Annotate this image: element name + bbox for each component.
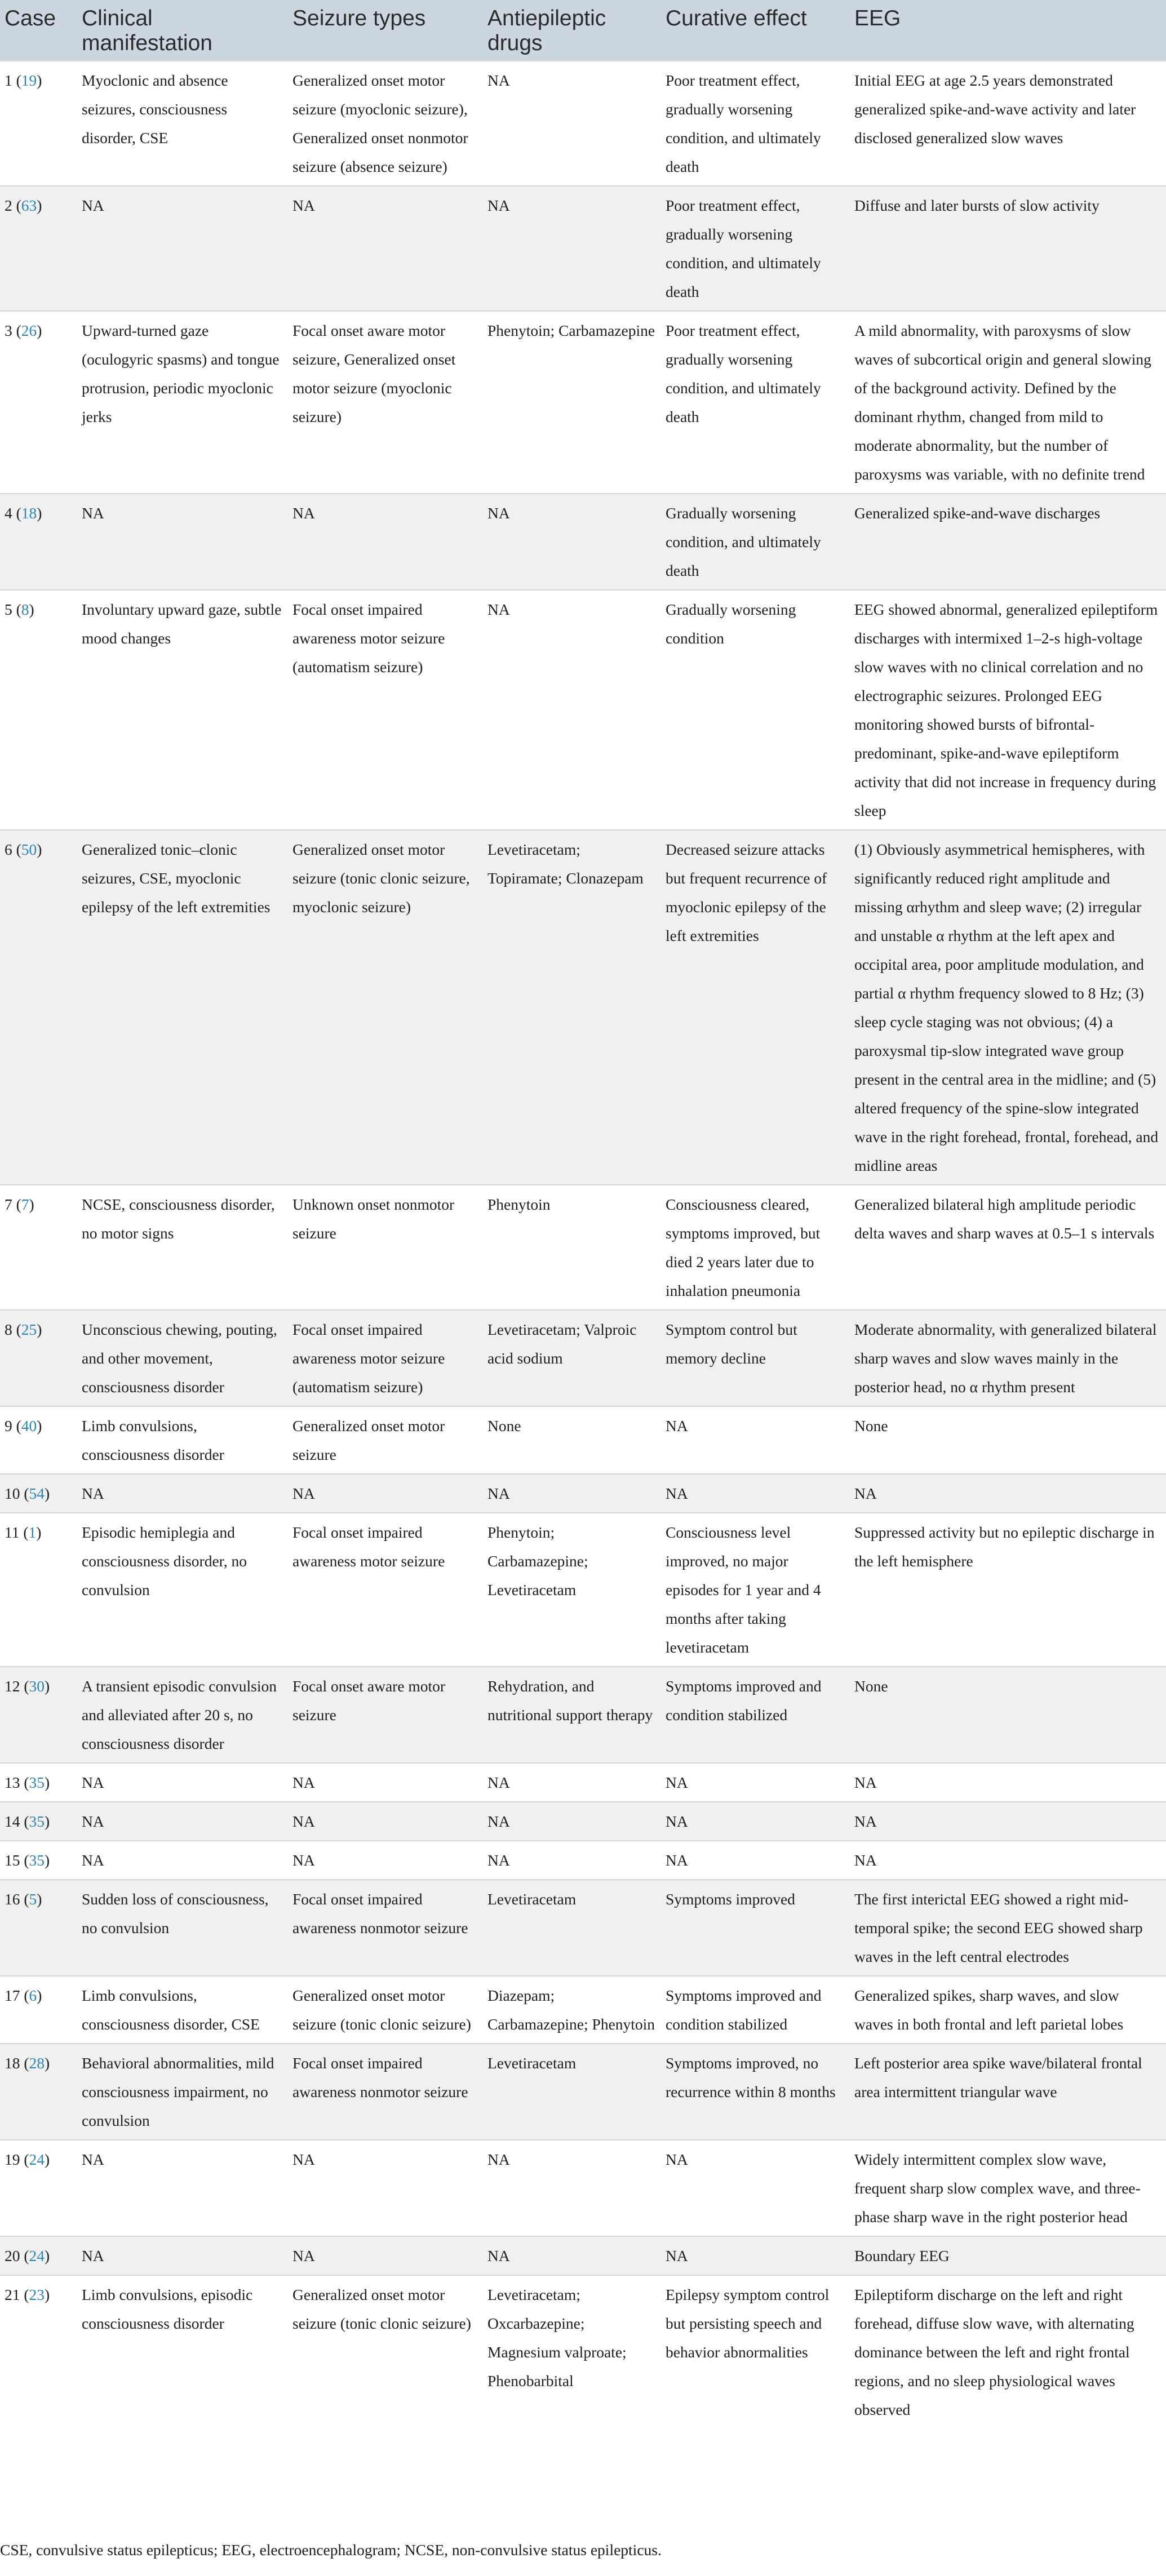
cell-clinical-manifestation: NA (82, 504, 104, 522)
case-number: 18 (5, 2054, 20, 2072)
reference-link[interactable]: 25 (21, 1321, 37, 1338)
cell-case: 11 (1) (5, 1524, 42, 1541)
case-number: 16 (5, 1890, 20, 1908)
cell-antiepileptic-drugs: Phenytoin (487, 1196, 551, 1213)
cell-case: 18 (28) (5, 2054, 50, 2072)
cell-curative-effect: NA (666, 1774, 688, 1791)
cell-seizure-types: NA (292, 1813, 315, 1830)
cell-antiepileptic-drugs: Diazepam; Carbamazepine; Phenytoin (487, 1987, 655, 2033)
cell-curative-effect: NA (666, 2151, 688, 2168)
cell-antiepileptic-drugs: Levetiracetam (487, 1890, 577, 1908)
reference-link[interactable]: 1 (28, 1524, 37, 1541)
table-row (0, 590, 1166, 830)
cell-eeg: Diffuse and later bursts of slow activity (854, 197, 1100, 214)
cell-antiepileptic-drugs: Levetiracetam; Oxcarbazepine; Magnesium valproate; Phenobarbital (487, 2286, 627, 2390)
cell-eeg: NA (854, 1851, 877, 1869)
cell-eeg: Generalized bilateral high amplitude periodic delta waves and sharp waves at 0.5–1 s intervals (854, 1196, 1155, 1242)
cell-case: 5 (8) (5, 601, 34, 618)
cell-curative-effect: Consciousness cleared, symptoms improved, but died 2 years later due to inhalation pneumonia (666, 1196, 821, 1299)
table-row (0, 1310, 1166, 1406)
cell-curative-effect: NA (666, 1813, 688, 1830)
case-number: 5 (5, 601, 12, 618)
cell-antiepileptic-drugs: NA (487, 2151, 510, 2168)
cell-case: 20 (24) (5, 2247, 50, 2264)
case-number: 4 (5, 504, 12, 522)
cell-eeg: Epileptiform discharge on the left and right forehead, diffuse slow wave, with alternating dominance between the left and right frontal regions, and no sleep physiological waves observed (854, 2286, 1134, 2418)
cell-curative-effect: Symptom control but memory decline (666, 1321, 797, 1367)
table-row (0, 1802, 1166, 1841)
cell-case: 10 (54) (5, 1485, 50, 1502)
cell-clinical-manifestation: Myoclonic and absence seizures, consciousness disorder, CSE (82, 72, 228, 146)
case-number: 11 (5, 1524, 20, 1541)
header-clinical-manifestation: Clinical manifestation (82, 6, 212, 55)
cell-curative-effect: Poor treatment effect, gradually worsening condition, and ultimately death (666, 197, 821, 300)
case-number: 12 (5, 1677, 20, 1695)
cell-antiepileptic-drugs: NA (487, 504, 510, 522)
cell-seizure-types: Generalized onset motor seizure (292, 1417, 445, 1463)
cell-eeg: NA (854, 1813, 877, 1830)
reference-link[interactable]: 8 (21, 601, 29, 618)
reference-link[interactable]: 7 (21, 1196, 29, 1213)
table-body (0, 61, 1166, 2428)
cell-case: 9 (40) (5, 1417, 42, 1434)
cell-eeg: NA (854, 1485, 877, 1502)
table-row (0, 1763, 1166, 1802)
cell-clinical-manifestation: NA (82, 2151, 104, 2168)
cell-curative-effect: Epilepsy symptom control but persisting speech and behavior abnormalities (666, 2286, 830, 2361)
cell-antiepileptic-drugs: NA (487, 1485, 510, 1502)
cell-seizure-types: NA (292, 1851, 315, 1869)
reference-link[interactable]: 24 (29, 2247, 45, 2264)
case-number: 20 (5, 2247, 20, 2264)
cell-eeg: Boundary EEG (854, 2247, 950, 2264)
cell-curative-effect: NA (666, 1417, 688, 1434)
cell-case: 13 (35) (5, 1774, 50, 1791)
reference-link[interactable]: 26 (21, 322, 37, 339)
cell-clinical-manifestation: A transient episodic convulsion and alleviated after 20 s, no consciousness disorder (82, 1677, 277, 1752)
table-row (0, 494, 1166, 590)
cell-seizure-types: NA (292, 2151, 315, 2168)
cell-clinical-manifestation: Limb convulsions, episodic consciousness disorder (82, 2286, 253, 2332)
cell-clinical-manifestation: Involuntary upward gaze, subtle mood changes (82, 601, 282, 647)
cell-seizure-types: Unknown onset nonmotor seizure (292, 1196, 455, 1242)
cell-antiepileptic-drugs: Levetiracetam; Topiramate; Clonazepam (487, 841, 644, 887)
reference-link[interactable]: 30 (29, 1677, 45, 1695)
cell-seizure-types: Focal onset impaired awareness nonmotor seizure (292, 2054, 468, 2100)
cell-antiepileptic-drugs: NA (487, 72, 510, 89)
cell-eeg: Initial EEG at age 2.5 years demonstrated generalized spike-and-wave activity and later disclosed generalized slow waves (854, 72, 1136, 146)
cell-clinical-manifestation: Sudden loss of consciousness, no convulsion (82, 1890, 269, 1937)
table-row (0, 2044, 1166, 2140)
cell-eeg: (1) Obviously asymmetrical hemispheres, with significantly reduced right amplitude and missing αrhythm and sleep wave; (2) irregular and unstable α rhythm at the left apex and occipital area, poor amplitude modulation, and partial α rhythm frequency slowed to 8 Hz; (3) sleep cycle staging was not obvious; (4) a paroxysmal tip-slow integrated wave group present in the central area in the midline; and (5) altered frequency of the spine-slow integrated wave in the right forehead, frontal, forehead, and midline areas (854, 841, 1159, 1174)
cell-seizure-types: Focal onset impaired awareness motor seizure (automatism seizure) (292, 601, 445, 676)
cell-antiepileptic-drugs: NA (487, 1774, 510, 1791)
cell-curative-effect: Gradually worsening condition, and ultimately death (666, 504, 821, 579)
cell-eeg: None (854, 1417, 888, 1434)
reference-link[interactable]: 28 (29, 2054, 45, 2072)
cell-antiepileptic-drugs: Levetiracetam; Valproic acid sodium (487, 1321, 637, 1367)
case-number: 15 (5, 1851, 20, 1869)
reference-link[interactable]: 6 (29, 1987, 37, 2004)
reference-link[interactable]: 5 (29, 1890, 37, 1908)
reference-link[interactable]: 35 (29, 1813, 45, 1830)
cell-case: 12 (30) (5, 1677, 50, 1695)
cell-case: 8 (25) (5, 1321, 42, 1338)
cell-case: 19 (24) (5, 2151, 50, 2168)
table-row (0, 61, 1166, 186)
cell-case: 14 (35) (5, 1813, 50, 1830)
cell-curative-effect: Symptoms improved, no recurrence within 8 months (666, 2054, 836, 2100)
cell-seizure-types: Focal onset impaired awareness motor seizure (292, 1524, 445, 1570)
reference-link[interactable]: 50 (21, 841, 37, 858)
header-row (0, 0, 1166, 61)
cell-curative-effect: NA (666, 2247, 688, 2264)
cell-case: 6 (50) (5, 841, 42, 858)
table-row (0, 1185, 1166, 1310)
cell-case: 21 (23) (5, 2286, 50, 2303)
cell-case: 16 (5) (5, 1890, 42, 1908)
cell-curative-effect: Gradually worsening condition (666, 601, 796, 647)
reference-link[interactable]: 23 (29, 2286, 45, 2303)
cell-antiepileptic-drugs: Phenytoin; Carbamazepine; Levetiracetam (487, 1524, 588, 1598)
case-number: 9 (5, 1417, 12, 1434)
cell-seizure-types: Focal onset impaired awareness motor seizure (automatism seizure) (292, 1321, 445, 1396)
cell-seizure-types: Focal onset impaired awareness nonmotor seizure (292, 1890, 468, 1937)
reference-link[interactable]: 24 (29, 2151, 45, 2168)
header-seizure-types: Seizure types (292, 6, 426, 30)
cell-curative-effect: NA (666, 1485, 688, 1502)
cell-antiepileptic-drugs: Phenytoin; Carbamazepine (487, 322, 655, 339)
header-eeg: EEG (854, 6, 901, 30)
cell-case: 1 (19) (5, 72, 42, 89)
case-number: 3 (5, 322, 12, 339)
cell-eeg: Left posterior area spike wave/bilateral frontal area intermittent triangular wave (854, 2054, 1142, 2100)
case-number: 8 (5, 1321, 12, 1338)
cell-seizure-types: NA (292, 2247, 315, 2264)
cell-curative-effect: NA (666, 1851, 688, 1869)
cell-antiepileptic-drugs: NA (487, 197, 510, 214)
cell-clinical-manifestation: NCSE, consciousness disorder, no motor signs (82, 1196, 275, 1242)
reference-link[interactable]: 40 (21, 1417, 37, 1434)
header-curative-effect: Curative effect (666, 6, 807, 30)
cell-clinical-manifestation: Limb convulsions, consciousness disorder (82, 1417, 224, 1463)
reference-link[interactable]: 63 (21, 197, 37, 214)
table-row (0, 2236, 1166, 2275)
table-footnote: CSE, convulsive status epilepticus; EEG, electroencephalogram; NCSE, non-convulsive status epilepticus. (0, 2541, 662, 2559)
cell-seizure-types: NA (292, 504, 315, 522)
table-row (0, 311, 1166, 494)
reference-link[interactable]: 35 (29, 1774, 45, 1791)
cell-eeg: EEG showed abnormal, generalized epileptiform discharges with intermixed 1–2-s high-voltage slow waves with no clinical correlation and no electrographic seizures. Prolonged EEG monitoring showed bursts of bifrontal-predominant, spike-and-wave epileptiform activity that did not increase in frequency during sleep (854, 601, 1158, 819)
case-number: 14 (5, 1813, 20, 1830)
table-row (0, 1880, 1166, 1976)
cell-eeg: Generalized spike-and-wave discharges (854, 504, 1101, 522)
cell-eeg: None (854, 1677, 888, 1695)
cell-curative-effect: Consciousness level improved, no major episodes for 1 year and 4 months after taking levetiracetam (666, 1524, 821, 1656)
reference-link[interactable]: 19 (21, 72, 37, 89)
cell-curative-effect: Symptoms improved and condition stabilized (666, 1987, 822, 2033)
cell-clinical-manifestation: NA (82, 1813, 104, 1830)
cell-antiepileptic-drugs: NA (487, 1851, 510, 1869)
reference-link[interactable]: 35 (29, 1851, 45, 1869)
cell-eeg: Generalized spikes, sharp waves, and slow waves in both frontal and left parietal lobes (854, 1987, 1124, 2033)
table-row (0, 2140, 1166, 2236)
cell-clinical-manifestation: Episodic hemiplegia and consciousness disorder, no convulsion (82, 1524, 247, 1598)
table-row (0, 1406, 1166, 1474)
cell-clinical-manifestation: Generalized tonic–clonic seizures, CSE, myoclonic epilepsy of the left extremities (82, 841, 271, 916)
cell-seizure-types: Focal onset aware motor seizure (292, 1677, 446, 1724)
cell-curative-effect: Poor treatment effect, gradually worsening condition, and ultimately death (666, 72, 821, 175)
cell-eeg: Suppressed activity but no epileptic discharge in the left hemisphere (854, 1524, 1155, 1570)
table-row (0, 2275, 1166, 2428)
cell-clinical-manifestation: NA (82, 1485, 104, 1502)
cell-seizure-types: Generalized onset motor seizure (tonic clonic seizure, myoclonic seizure) (292, 841, 470, 916)
header-case: Case (5, 6, 56, 30)
cell-clinical-manifestation: NA (82, 197, 104, 214)
cell-clinical-manifestation: NA (82, 2247, 104, 2264)
cell-clinical-manifestation: Upward-turned gaze (oculogyric spasms) and tongue protrusion, periodic myoclonic jerks (82, 322, 280, 425)
cell-antiepileptic-drugs: Rehydration, and nutritional support therapy (487, 1677, 653, 1724)
cell-clinical-manifestation: NA (82, 1774, 104, 1791)
cell-case: 17 (6) (5, 1987, 42, 2004)
cell-seizure-types: Generalized onset motor seizure (tonic clonic seizure) (292, 1987, 471, 2033)
table-row (0, 1976, 1166, 2044)
table-row (0, 1841, 1166, 1880)
case-number: 2 (5, 197, 12, 214)
cell-eeg: The first interictal EEG showed a right mid-temporal spike; the second EEG showed sharp waves in the left central electrodes (854, 1890, 1143, 1965)
header-antiepileptic-drugs: Antiepileptic drugs (487, 6, 606, 55)
cell-case: 3 (26) (5, 322, 42, 339)
cell-case: 15 (35) (5, 1851, 50, 1869)
cell-clinical-manifestation: Behavioral abnormalities, mild consciousness impairment, no convulsion (82, 2054, 274, 2129)
cell-curative-effect: Symptoms improved and condition stabilized (666, 1677, 822, 1724)
cell-seizure-types: Focal onset aware motor seizure, Generalized onset motor seizure (myoclonic seizure) (292, 322, 456, 425)
cell-antiepileptic-drugs: NA (487, 2247, 510, 2264)
table-row (0, 1513, 1166, 1667)
table-row (0, 1667, 1166, 1763)
cell-seizure-types: Generalized onset motor seizure (myoclonic seizure), Generalized onset nonmotor seizure (absence seizure) (292, 72, 468, 175)
cell-curative-effect: Poor treatment effect, gradually worsening condition, and ultimately death (666, 322, 821, 425)
case-number: 13 (5, 1774, 20, 1791)
table-row (0, 186, 1166, 311)
case-number: 17 (5, 1987, 20, 2004)
cell-seizure-types: NA (292, 197, 315, 214)
table-row (0, 1474, 1166, 1513)
cell-antiepileptic-drugs: None (487, 1417, 521, 1434)
cell-antiepileptic-drugs: Levetiracetam (487, 2054, 577, 2072)
cell-clinical-manifestation: NA (82, 1851, 104, 1869)
case-number: 6 (5, 841, 12, 858)
reference-link[interactable]: 18 (21, 504, 37, 522)
table-header (0, 0, 1166, 61)
cell-antiepileptic-drugs: NA (487, 601, 510, 618)
cell-seizure-types: NA (292, 1485, 315, 1502)
cell-case: 2 (63) (5, 197, 42, 214)
cell-clinical-manifestation: Unconscious chewing, pouting, and other movement, consciousness disorder (82, 1321, 277, 1396)
cell-curative-effect: Decreased seizure attacks but frequent recurrence of myoclonic epilepsy of the left extremities (666, 841, 827, 944)
cell-eeg: Moderate abnormality, with generalized bilateral sharp waves and slow waves mainly in the posterior head, no α rhythm present (854, 1321, 1157, 1396)
case-number: 21 (5, 2286, 20, 2303)
cell-seizure-types: Generalized onset motor seizure (tonic clonic seizure) (292, 2286, 471, 2332)
reference-link[interactable]: 54 (29, 1485, 45, 1502)
cell-clinical-manifestation: Limb convulsions, consciousness disorder, CSE (82, 1987, 260, 2033)
cell-eeg: Widely intermittent complex slow wave, frequent sharp slow complex wave, and three-phase sharp wave in the right posterior head (854, 2151, 1141, 2226)
cell-seizure-types: NA (292, 1774, 315, 1791)
table-row (0, 830, 1166, 1185)
cell-case: 7 (7) (5, 1196, 34, 1213)
case-number: 19 (5, 2151, 20, 2168)
case-number: 1 (5, 72, 12, 89)
case-number: 7 (5, 1196, 12, 1213)
cell-case: 4 (18) (5, 504, 42, 522)
cell-antiepileptic-drugs: NA (487, 1813, 510, 1830)
cell-eeg: A mild abnormality, with paroxysms of slow waves of subcortical origin and general slowing of the background activity. Defined by the dominant rhythm, changed from mild to moderate abnormality, but the number of paroxysms was variable, with no definite trend (854, 322, 1151, 483)
cell-eeg: NA (854, 1774, 877, 1791)
case-number: 10 (5, 1485, 20, 1502)
cell-curative-effect: Symptoms improved (666, 1890, 795, 1908)
